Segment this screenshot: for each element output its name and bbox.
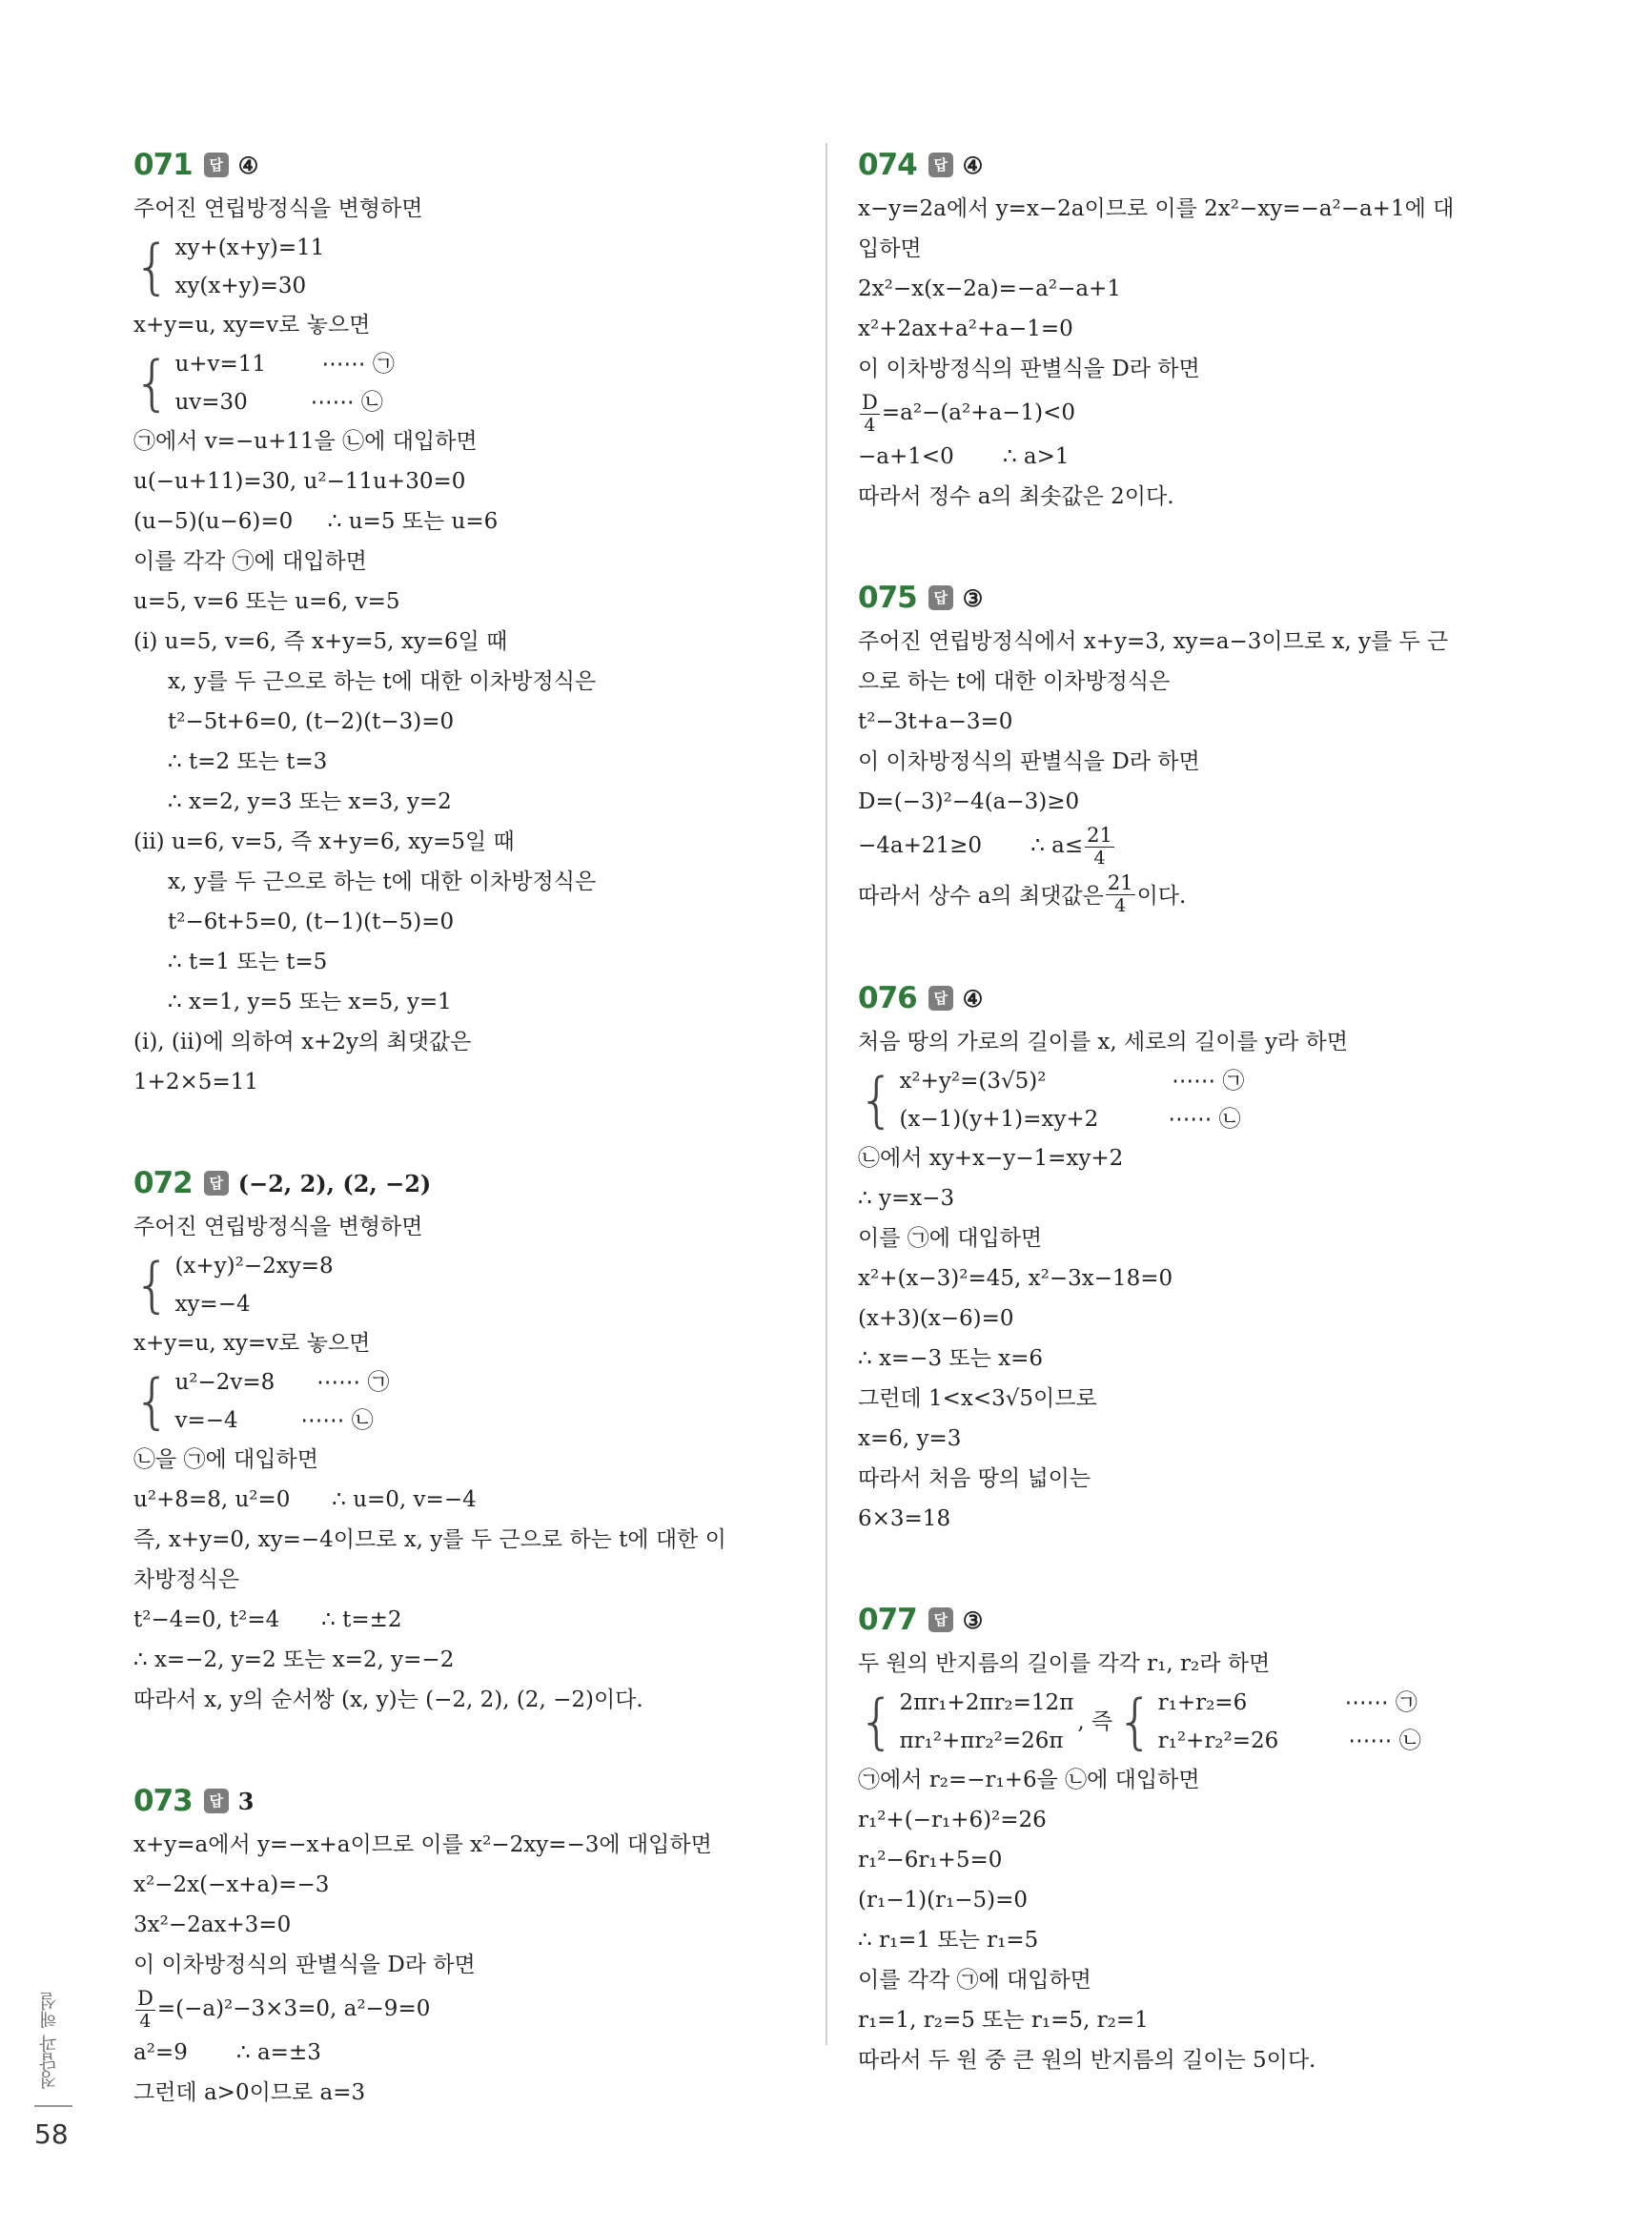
problem-header <box>858 576 1525 620</box>
problem-header <box>858 976 1525 1020</box>
solution-line: r₁²−6r₁+5=0 <box>858 1848 1003 1872</box>
solution-line: ㉠에서 v=−u+11을 ㉡에 대입하면 <box>133 429 478 454</box>
solution-line: 따라서 정수 a의 최솟값은 2이다. <box>858 484 1174 509</box>
solution-line: 따라서 두 원 중 큰 원의 반지름의 길이는 5이다. <box>858 2048 1316 2073</box>
solution-line: x, y를 두 근으로 하는 t에 대한 이차방정식은 <box>168 669 597 694</box>
solution-line: 그런데 a>0이므로 a=3 <box>133 2080 366 2105</box>
solution-line: u(−u+11)=30, u²−11u+30=0 <box>133 469 466 494</box>
problem-number: 073 <box>133 1784 193 1818</box>
solution-line: t²−5t+6=0, (t−2)(t−3)=0 <box>168 709 455 734</box>
equation-system-pair <box>858 1684 1525 1760</box>
solution-line: (u−5)(u−6)=0 ∴ u=5 또는 u=6 <box>133 509 499 534</box>
solution-line: r₁=1, r₂=5 또는 r₁=5, r₂=1 <box>858 2008 1149 2033</box>
fraction-numerator: 21 <box>1107 870 1133 894</box>
brace-icon: { <box>1116 1687 1154 1756</box>
solution-line: u=5, v=6 또는 u=6, v=5 <box>133 589 400 614</box>
equation-system <box>133 345 801 421</box>
problem-number: 075 <box>858 581 917 615</box>
solution-line: x−y=2a에서 y=x−2a이므로 이를 2x²−xy=−a²−a+1에 대 <box>858 196 1455 221</box>
solution-line: u²+8=8, u²=0 ∴ u=0, v=−4 <box>133 1487 477 1512</box>
solution-line: xy+(x+y)=11 <box>174 235 325 260</box>
solution-line: (r₁−1)(r₁−5)=0 <box>858 1888 1029 1913</box>
answer-value: ④ <box>962 984 984 1013</box>
problem-number: 071 <box>133 148 193 182</box>
answer-value: ④ <box>237 151 259 179</box>
solution-line: r₁+r₂=6 ⋯⋯ ㉠ <box>1157 1690 1417 1715</box>
brace-icon: { <box>133 232 172 301</box>
solution-line: ∴ r₁=1 또는 r₁=5 <box>858 1928 1039 1953</box>
solution-line: x=6, y=3 <box>858 1426 962 1451</box>
solution-line: u²−2v=8 ⋯⋯ ㉠ <box>174 1370 390 1395</box>
equation-system <box>858 1684 1073 1760</box>
equation-system <box>858 1062 1525 1138</box>
solution-line: r₁²+r₂²=26 ⋯⋯ ㉡ <box>1157 1729 1421 1753</box>
solution-line: xy=−4 <box>174 1292 251 1317</box>
answer-value: 3 <box>237 1787 255 1815</box>
answer-badge: 답 <box>928 986 953 1011</box>
column-divider <box>826 143 827 2045</box>
solution-line: 1+2×5=11 <box>133 1070 258 1095</box>
solution-line: 따라서 x, y의 순서쌍 (x, y)는 (−2, 2), (2, −2)이다. <box>133 1688 643 1712</box>
solution-line <box>858 869 1525 917</box>
solution-line <box>858 389 1525 437</box>
solution-line: (x−1)(y+1)=xy+2 ⋯⋯ ㉡ <box>899 1107 1241 1132</box>
solution-line: 따라서 처음 땅의 넓이는 <box>858 1466 1091 1491</box>
problem-header <box>858 1598 1525 1642</box>
answer-value: ④ <box>962 151 984 179</box>
solution-line: 이를 각각 ㉠에 대입하면 <box>133 549 367 574</box>
solution-line: 6×3=18 <box>858 1506 951 1531</box>
solution-line: 즉, x+y=0, xy=−4이므로 x, y를 두 근으로 하는 t에 대한 이 <box>133 1527 726 1552</box>
equation-text: =(−a)²−3×3=0, a²−9=0 <box>156 1996 431 2021</box>
problem-071 <box>133 143 801 1102</box>
equation-text: −4a+21≥0 ∴ a≤ <box>858 833 1084 858</box>
problem-number: 074 <box>858 148 917 182</box>
answer-value: ③ <box>962 583 984 612</box>
equation-system <box>1116 1684 1421 1760</box>
left-column <box>133 143 801 2172</box>
answer-badge: 답 <box>204 153 229 177</box>
solution-line: 이를 각각 ㉠에 대입하면 <box>858 1968 1091 1993</box>
solution-line: xy(x+y)=30 <box>174 274 307 298</box>
solution-line: 그런데 1<x<3√5이므로 <box>858 1386 1097 1411</box>
problem-header <box>133 143 801 187</box>
fraction-denominator: 4 <box>139 2010 152 2032</box>
brace-icon: { <box>858 1687 896 1756</box>
solution-line: t²−6t+5=0, (t−1)(t−5)=0 <box>168 910 455 934</box>
solution-line: uv=30 ⋯⋯ ㉡ <box>174 390 383 415</box>
solution-line: x+y=u, xy=v로 놓으면 <box>133 1331 371 1356</box>
solution-line: 두 원의 반지름의 길이를 각각 r₁, r₂라 하면 <box>858 1651 1271 1676</box>
solution-line: ∴ x=2, y=3 또는 x=3, y=2 <box>168 789 452 814</box>
solution-line: ㉠에서 r₂=−r₁+6을 ㉡에 대입하면 <box>858 1768 1200 1792</box>
fraction <box>860 391 880 436</box>
section-side-label: 정답과 해설 <box>39 1992 60 2089</box>
problem-073 <box>133 1779 801 2113</box>
solution-line: ∴ y=x−3 <box>858 1186 955 1211</box>
equation-text: 이다. <box>1136 883 1187 909</box>
problem-number: 077 <box>858 1603 917 1637</box>
solution-line: −a+1<0 ∴ a>1 <box>858 444 1070 469</box>
problem-074 <box>858 143 1525 517</box>
solution-line: 으로 하는 t에 대한 이차방정식은 <box>858 669 1171 694</box>
fraction <box>1106 871 1135 916</box>
solution-line: 이를 ㉠에 대입하면 <box>858 1226 1043 1251</box>
solution-line: 이 이차방정식의 판별식을 D라 하면 <box>133 1953 476 1977</box>
brace-icon: { <box>133 1250 172 1320</box>
fraction-denominator: 4 <box>864 414 876 436</box>
problem-077 <box>858 1598 1525 2080</box>
solution-line: x+y=u, xy=v로 놓으면 <box>133 313 371 338</box>
answer-badge: 답 <box>928 153 953 177</box>
brace-icon: { <box>133 348 172 418</box>
answer-badge: 답 <box>928 585 953 610</box>
solution-line: ∴ t=1 또는 t=5 <box>168 950 328 974</box>
equation-text: 따라서 상수 a의 최댓값은 <box>858 883 1104 909</box>
right-column <box>858 143 1525 2139</box>
problem-header <box>133 1779 801 1823</box>
brace-icon: { <box>858 1065 896 1135</box>
answer-badge: 답 <box>204 1789 229 1813</box>
solution-line: ∴ x=−2, y=2 또는 x=2, y=−2 <box>133 1647 455 1672</box>
fraction <box>135 1987 155 2032</box>
solution-line: (ⅰ) u=5, v=6, 즉 x+y=5, xy=6일 때 <box>133 629 508 654</box>
solution-line <box>133 1985 801 2033</box>
solution-line: 주어진 연립방정식을 변형하면 <box>133 196 423 221</box>
equation-system <box>133 229 801 305</box>
page-number: 58 <box>34 2118 69 2150</box>
problem-number: 072 <box>133 1166 193 1200</box>
fraction-numerator: D <box>862 390 878 414</box>
solution-line: 처음 땅의 가로의 길이를 x, 세로의 길이를 y라 하면 <box>858 1030 1348 1054</box>
connector-text: , 즉 <box>1077 1709 1113 1734</box>
answer-badge: 답 <box>928 1607 953 1632</box>
problem-number: 076 <box>858 981 917 1015</box>
solution-line: ∴ x=−3 또는 x=6 <box>858 1346 1044 1371</box>
problem-072 <box>133 1161 801 1720</box>
answer-value: ③ <box>962 1606 984 1634</box>
solution-line: ∴ t=2 또는 t=3 <box>168 749 328 774</box>
answer-value: (−2, 2), (2, −2) <box>237 1169 432 1197</box>
fraction-denominator: 4 <box>1114 894 1127 916</box>
solution-line: x²+2ax+a²+a−1=0 <box>858 317 1073 341</box>
solution-line: u+v=11 ⋯⋯ ㉠ <box>174 352 395 377</box>
solution-line: 2x²−x(x−2a)=−a²−a+1 <box>858 276 1121 301</box>
solution-line: ㉡에서 xy+x−y−1=xy+2 <box>858 1146 1124 1171</box>
brace-icon: { <box>133 1366 172 1436</box>
solution-line: x²+y²=(3√5)² ⋯⋯ ㉠ <box>899 1069 1245 1094</box>
solution-line: ㉡을 ㉠에 대입하면 <box>133 1447 318 1472</box>
solution-line: (ⅱ) u=6, v=5, 즉 x+y=6, xy=5일 때 <box>133 829 515 854</box>
solution-line: ∴ x=1, y=5 또는 x=5, y=1 <box>168 990 452 1014</box>
problem-075 <box>858 576 1525 917</box>
fraction-numerator: D <box>137 1986 153 2010</box>
equation-text: =a²−(a²+a−1)<0 <box>881 400 1075 425</box>
solution-line: 3x²−2ax+3=0 <box>133 1913 292 1937</box>
solution-line: D=(−3)²−4(a−3)≥0 <box>858 789 1080 814</box>
solution-line: x, y를 두 근으로 하는 t에 대한 이차방정식은 <box>168 869 597 894</box>
fraction <box>1085 824 1114 869</box>
side-rule <box>34 2105 72 2107</box>
solution-line: 입하면 <box>858 236 922 261</box>
solution-line: πr₁²+πr₂²=26π <box>899 1729 1064 1753</box>
solution-line: 주어진 연립방정식에서 x+y=3, xy=a−3이므로 x, y를 두 근 <box>858 629 1449 654</box>
fraction-numerator: 21 <box>1087 823 1112 847</box>
solution-line: x²−2x(−x+a)=−3 <box>133 1872 330 1897</box>
solution-line: x+y=a에서 y=−x+a이므로 이를 x²−2xy=−3에 대입하면 <box>133 1832 712 1857</box>
solution-line: t²−3t+a−3=0 <box>858 709 1013 734</box>
solution-line: r₁²+(−r₁+6)²=26 <box>858 1808 1047 1832</box>
solution-line: t²−4=0, t²=4 ∴ t=±2 <box>133 1607 402 1632</box>
fraction-denominator: 4 <box>1093 847 1106 869</box>
solution-line: 이 이차방정식의 판별식을 D라 하면 <box>858 749 1200 774</box>
equation-system <box>133 1363 801 1440</box>
answer-badge: 답 <box>204 1171 229 1196</box>
solution-line: 2πr₁+2πr₂=12π <box>899 1690 1074 1715</box>
solution-line: v=−4 ⋯⋯ ㉡ <box>174 1408 374 1433</box>
equation-system <box>133 1247 801 1323</box>
solution-line: 주어진 연립방정식을 변형하면 <box>133 1215 423 1239</box>
solution-line: (x+y)²−2xy=8 <box>174 1254 334 1279</box>
problem-076 <box>858 976 1525 1539</box>
solution-line: (x+3)(x−6)=0 <box>858 1306 1014 1331</box>
solution-line: x²+(x−3)²=45, x²−3x−18=0 <box>858 1266 1173 1291</box>
problem-header <box>133 1161 801 1205</box>
problem-header <box>858 143 1525 187</box>
solution-line: a²=9 ∴ a=±3 <box>133 2040 321 2065</box>
solution-line: 이 이차방정식의 판별식을 D라 하면 <box>858 357 1200 381</box>
solution-line: 차방정식은 <box>133 1567 240 1592</box>
solution-line: (ⅰ), (ⅱ)에 의하여 x+2y의 최댓값은 <box>133 1030 472 1054</box>
solution-line <box>858 822 1525 869</box>
